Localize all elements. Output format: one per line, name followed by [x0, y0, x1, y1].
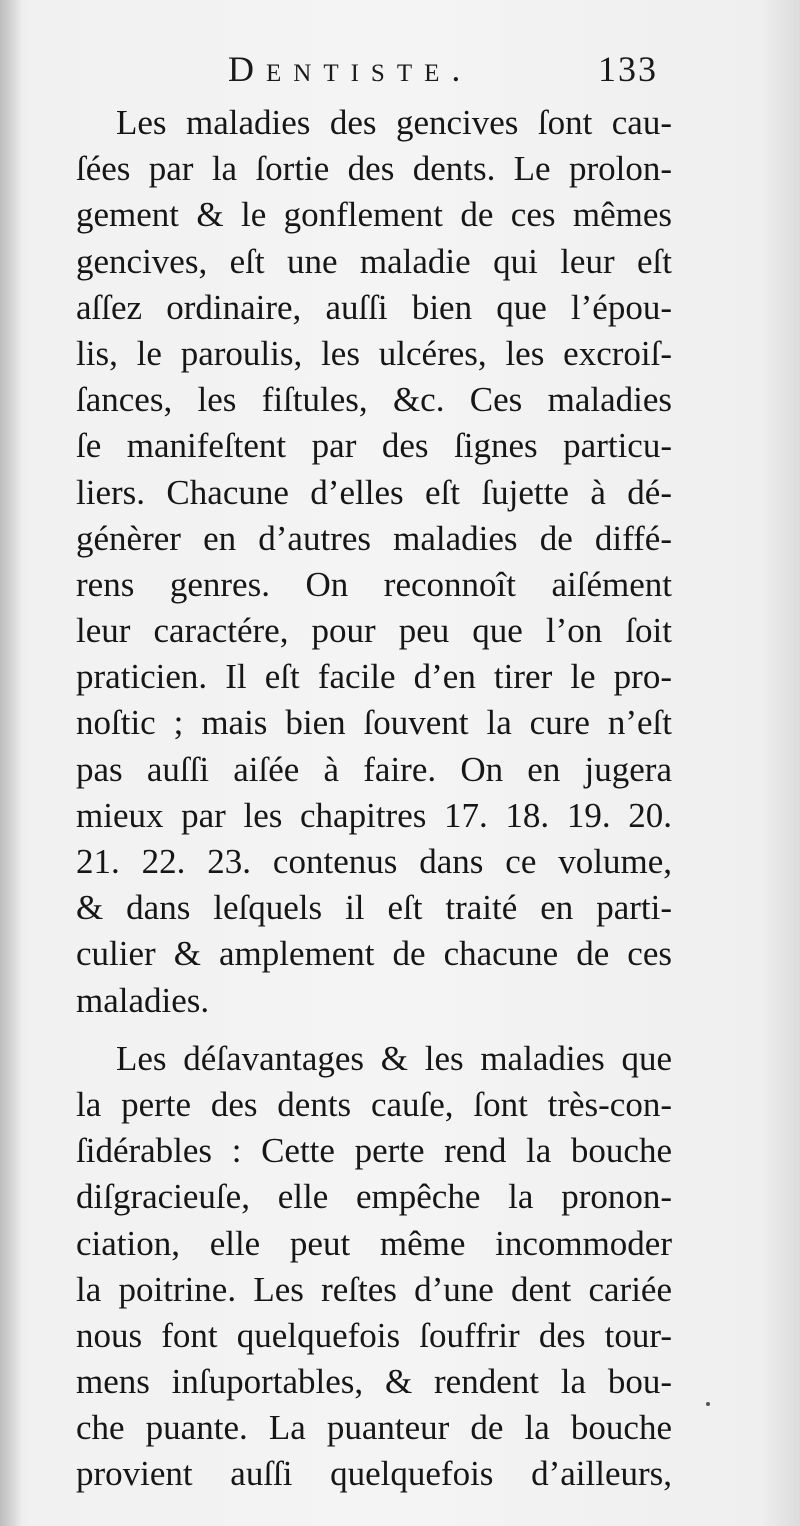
text-line: aſſez ordinaire, auſſi bien que l’épou-	[76, 287, 672, 327]
text-line: & dans leſquels il eſt traité en parti-	[76, 888, 672, 928]
text-line: pas auſſi aiſée à faire. On en jugera	[76, 749, 672, 789]
text-line: ſidérables : Cette perte rend la bouche	[76, 1131, 672, 1171]
running-head	[228, 48, 658, 98]
text-line: lis, le paroulis, les ulcéres, les excroiſ-	[76, 333, 672, 373]
text-line: praticien. Il eſt facile d’en tirer le pro-	[76, 657, 672, 697]
text-line: liers. Chacune d’elles eſt ſujette à dé-	[76, 472, 672, 512]
text-line: nous font quelquefois ſouffrir des tour-	[76, 1315, 672, 1355]
text-line: la poitrine. Les reſtes d’une dent cariée	[76, 1269, 672, 1309]
body-text	[76, 100, 672, 1498]
text-line: gement & le gonflement de ces mêmes	[76, 195, 672, 235]
text-line: culier & amplement de chacune de ces	[76, 934, 672, 974]
text-line: Les déſavantages & les maladies que	[116, 1038, 672, 1078]
text-line: rens genres. On reconnoît aiſément	[76, 564, 672, 604]
text-line: maladies.	[76, 980, 210, 1020]
binding-shadow	[0, 0, 22, 1526]
paragraph-2	[76, 1036, 672, 1498]
text-line: gencives, eſt une maladie qui leur eſt	[76, 241, 672, 281]
text-line: la perte des dents cauſe, ſont très-con-	[76, 1084, 672, 1124]
paper-speck	[706, 1402, 710, 1406]
text-line: 21. 22. 23. contenus dans ce volume,	[76, 842, 672, 881]
text-line: ſées par la ſortie des dents. Le prolon-	[76, 149, 672, 189]
text-line: mieux par les chapitres 17. 18. 19. 20.	[76, 795, 672, 835]
text-line: noſtic ; mais bien ſouvent la cure n’eſt	[76, 703, 672, 743]
page-number: 133	[598, 49, 658, 89]
text-line: diſgracieuſe, elle empêche la pronon-	[76, 1177, 672, 1217]
paragraph-1	[76, 100, 672, 1024]
text-line: leur caractére, pour peu que l’on ſoit	[76, 611, 672, 651]
paragraph-gap	[76, 1024, 672, 1036]
text-line: génèrer en d’autres maladies de diffé-	[76, 518, 672, 558]
text-line: ſances, les fiſtules, &c. Ces maladies	[76, 380, 672, 420]
text-line: provient auſſi quelquefois d’ailleurs,	[76, 1454, 672, 1494]
text-line: Les maladies des gencives ſont cau-	[116, 103, 672, 142]
running-title: Dentiste.	[228, 49, 473, 89]
text-line: ciation, elle peut même incommoder	[76, 1223, 672, 1263]
text-line: ſe manifeſtent par des ſignes particu-	[76, 426, 672, 466]
text-line: mens inſuportables, & rendent la bou-	[76, 1362, 672, 1402]
text-line: che puante. La puanteur de la bouche	[76, 1408, 672, 1448]
